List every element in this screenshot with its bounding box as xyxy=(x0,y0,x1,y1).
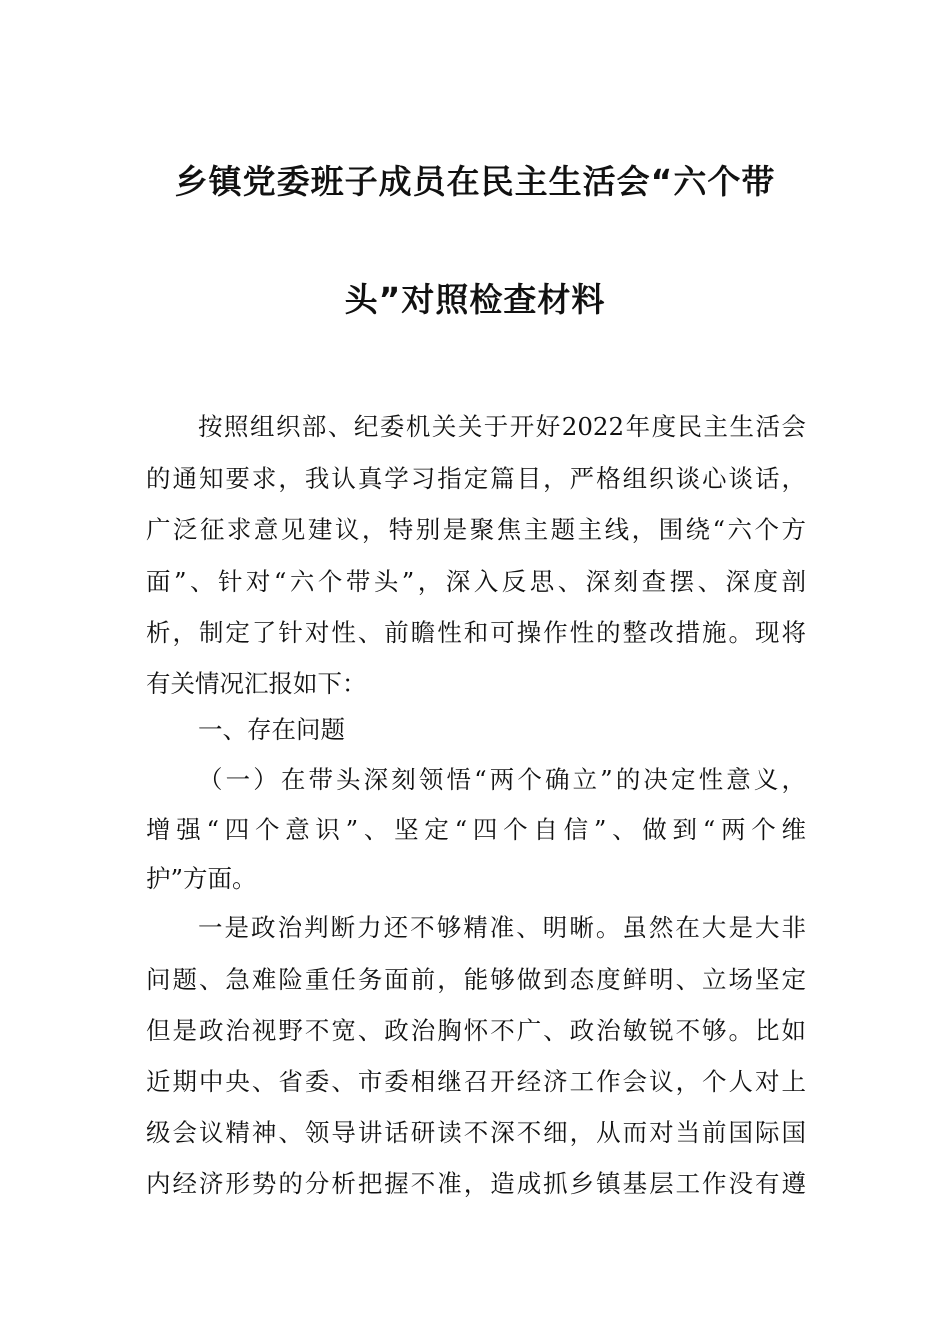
subsection-heading-line: （一）在带头深刻领悟“两个确立”的决定性意义， xyxy=(198,765,806,794)
paragraph-line: 的通知要求，我认真学习指定篇目，严格组织谈心谈话， xyxy=(146,464,806,493)
document-title-line-2: 头”对照检查材料 xyxy=(344,280,606,319)
section-heading: 一、存在问题 xyxy=(198,715,345,744)
paragraph-line: 有关情况汇报如下： xyxy=(146,669,367,698)
paragraph-line: 面”、针对“六个带头”，深入反思、深刻查摆、深度剖 xyxy=(146,567,806,596)
paragraph-line: 广泛征求意见建议，特别是聚焦主题主线，围绕“六个方 xyxy=(146,515,806,544)
paragraph-line: 近期中央、省委、市委相继召开经济工作会议，个人对上 xyxy=(146,1067,806,1096)
paragraph-line: 但是政治视野不宽、政治胸怀不广、政治敏锐不够。比如 xyxy=(146,1016,806,1045)
paragraph-line: 问题、急难险重任务面前，能够做到态度鲜明、立场坚定 xyxy=(146,965,806,994)
paragraph-line: 按照组织部、纪委机关关于开好2022年度民主生活会 xyxy=(198,412,806,441)
document-title-line-1: 乡镇党委班子成员在民主生活会“六个带 xyxy=(174,162,776,201)
subsection-heading-line: 增强“四个意识”、坚定“四个自信”、做到“两个维 xyxy=(146,815,806,844)
paragraph-line: 一是政治判断力还不够精准、明晰。虽然在大是大非 xyxy=(198,913,806,942)
subsection-heading-line: 护”方面。 xyxy=(146,864,257,893)
paragraph-line: 级会议精神、领导讲话研读不深不细，从而对当前国际国 xyxy=(146,1118,806,1147)
paragraph-line: 析，制定了针对性、前瞻性和可操作性的整改措施。现将 xyxy=(146,618,806,647)
paragraph-line: 内经济形势的分析把握不准，造成抓乡镇基层工作没有遵 xyxy=(146,1169,806,1198)
